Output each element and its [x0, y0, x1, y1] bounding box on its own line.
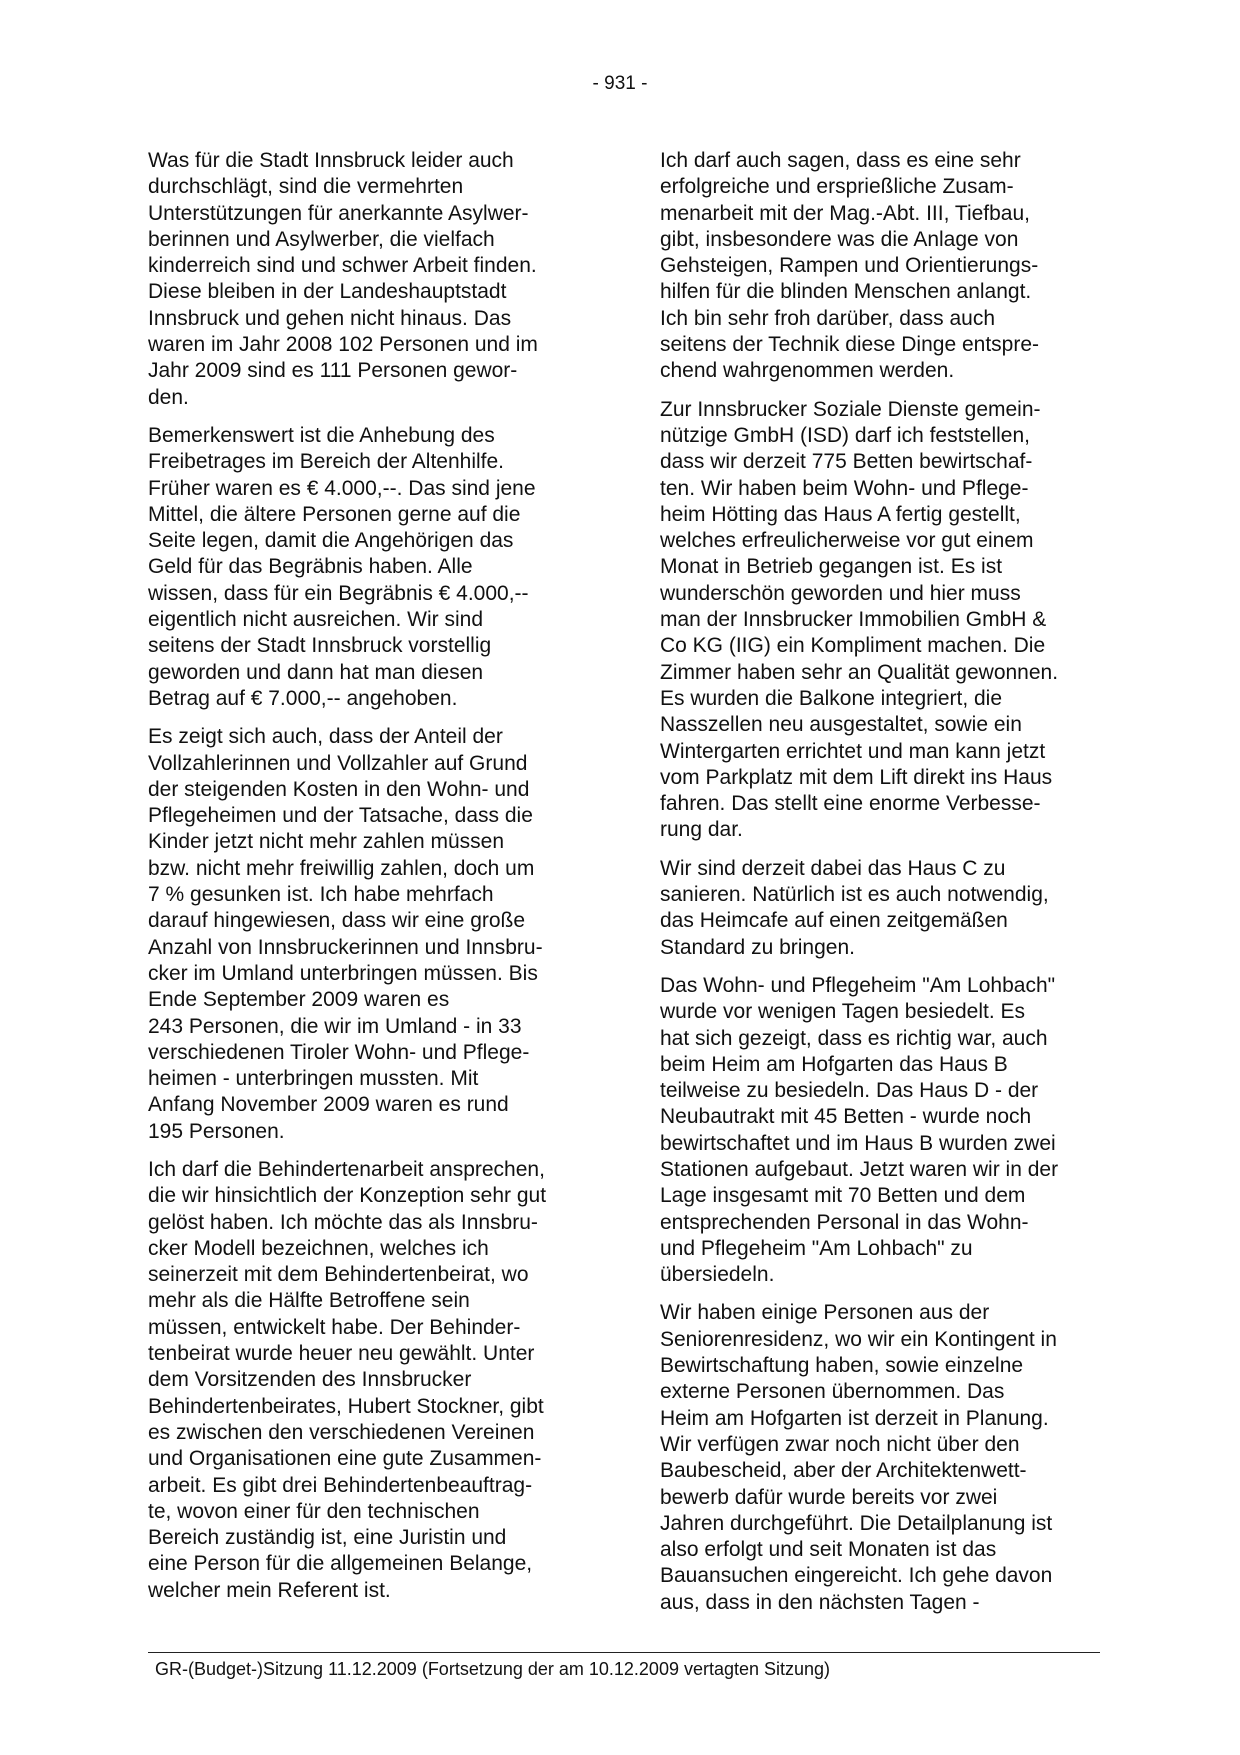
text-line: seitens der Technik diese Dinge entspre- — [660, 333, 1039, 357]
paragraph — [660, 1300, 1105, 1616]
text-line: Ich darf auch sagen, dass es eine sehr — [660, 149, 1021, 172]
footer-session-info: GR-(Budget-)Sitzung 11.12.2009 (Fortsetzung der am 10.12.2009 vertagten Sitzung) — [155, 1659, 831, 1679]
text-line: man der Innsbrucker Immobilien GmbH & — [660, 608, 1047, 632]
text-line: Heim am Hofgarten ist derzeit in Planung. — [660, 1406, 1049, 1430]
text-line: mehr als die Hälfte Betroffene sein — [148, 1289, 470, 1313]
right-column — [660, 148, 1105, 1628]
text-line: Seniorenresidenz, wo wir ein Kontingent in — [660, 1327, 1057, 1351]
text-line: Jahren durchgeführt. Die Detailplanung ist — [660, 1511, 1053, 1535]
text-line: Zimmer haben sehr an Qualität gewonnen. — [660, 660, 1059, 684]
text-line: wurde vor wenigen Tagen besiedelt. Es — [660, 1000, 1026, 1024]
text-line: Lage insgesamt mit 70 Betten und dem — [660, 1184, 1026, 1208]
text-line: tenbeirat wurde heuer neu gewählt. Unter — [148, 1342, 535, 1366]
paragraph — [148, 724, 593, 1145]
text-line: fahren. Das stellt eine enorme Verbesse- — [660, 792, 1041, 816]
text-line: Neubautrakt mit 45 Betten - wurde noch — [660, 1105, 1032, 1129]
text-line: Diese bleiben in der Landeshauptstadt — [148, 280, 507, 304]
text-line: rung dar. — [660, 818, 743, 842]
text-line: Geld für das Begräbnis haben. Alle — [148, 555, 473, 579]
text-line: kinderreich sind und schwer Arbeit finden. — [148, 254, 537, 278]
text-line: die wir hinsichtlich der Konzeption sehr gut — [148, 1184, 547, 1208]
text-line: Kinder jetzt nicht mehr zahlen müssen — [148, 830, 505, 854]
text-line: Standard zu bringen. — [660, 935, 855, 959]
text-line: hat sich gezeigt, dass es richtig war, auch — [660, 1026, 1048, 1050]
text-line: Bewirtschaftung haben, sowie einzelne — [660, 1354, 1024, 1378]
paragraph — [148, 423, 593, 712]
paragraph — [660, 856, 1105, 961]
text-line: Baubescheid, aber der Architektenwett- — [660, 1459, 1027, 1483]
text-line: nützige GmbH (ISD) darf ich feststellen, — [660, 423, 1030, 447]
text-line: waren im Jahr 2008 102 Personen und im — [148, 333, 538, 357]
text-line: es zwischen den verschiedenen Vereinen — [148, 1420, 535, 1444]
text-line: bewirtschaftet und im Haus B wurden zwei — [660, 1131, 1056, 1155]
text-line: 243 Personen, die wir im Umland - in 33 — [148, 1014, 522, 1038]
text-line: Bauansuchen eingereicht. Ich gehe davon — [660, 1564, 1053, 1588]
text-line: cker im Umland unterbringen müssen. Bis — [148, 961, 538, 985]
text-line: Zur Innsbrucker Soziale Dienste gemein- — [660, 397, 1041, 421]
paragraph — [148, 148, 593, 411]
text-line: Anfang November 2009 waren es rund — [148, 1093, 509, 1117]
left-column — [148, 148, 593, 1616]
text-line: te, wovon einer für den technischen — [148, 1499, 480, 1523]
text-line: Ende September 2009 waren es — [148, 988, 450, 1012]
text-line: seinerzeit mit dem Behindertenbeirat, wo — [148, 1263, 529, 1287]
text-line: Gehsteigen, Rampen und Orientierungs- — [660, 254, 1039, 278]
text-line: und Pflegeheim "Am Lohbach" zu — [660, 1236, 973, 1260]
text-line: Wintergarten errichtet und man kann jetzt — [660, 739, 1046, 763]
text-line: ten. Wir haben beim Wohn- und Pflege- — [660, 476, 1029, 500]
text-line: das Heimcafe auf einen zeitgemäßen — [660, 909, 1008, 933]
text-line: Betrag auf € 7.000,-- angehoben. — [148, 686, 458, 710]
text-line: externe Personen übernommen. Das — [660, 1380, 1005, 1404]
text-line: durchschlägt, sind die vermehrten — [148, 175, 464, 199]
paragraph — [660, 973, 1105, 1289]
text-line: Es zeigt sich auch, dass der Anteil der — [148, 725, 503, 749]
text-line: berinnen und Asylwerber, die vielfach — [148, 227, 495, 251]
text-line: bewerb dafür wurde bereits vor zwei — [660, 1485, 998, 1509]
text-line: Nasszellen neu ausgestaltet, sowie ein — [660, 713, 1022, 737]
text-line: darauf hingewiesen, dass wir eine große — [148, 909, 526, 933]
text-line: Früher waren es € 4.000,--. Das sind jene — [148, 476, 536, 500]
text-line: eine Person für die allgemeinen Belange, — [148, 1552, 533, 1576]
text-line: vom Parkplatz mit dem Lift direkt ins Haus — [660, 765, 1053, 789]
text-line: müssen, entwickelt habe. Der Behinder- — [148, 1315, 521, 1339]
text-line: gelöst haben. Ich möchte das als Innsbru- — [148, 1210, 538, 1234]
text-line: welches erfreulicherweise vor gut einem — [660, 529, 1034, 553]
text-line: seitens der Stadt Innsbruck vorstellig — [148, 634, 492, 658]
text-line: 7 % gesunken ist. Ich habe mehrfach — [148, 883, 494, 907]
text-line: entsprechenden Personal in das Wohn- — [660, 1210, 1029, 1234]
text-line: Innsbruck und gehen nicht hinaus. Das — [148, 306, 512, 330]
text-line: Behindertenbeirates, Hubert Stockner, gibt — [148, 1394, 544, 1418]
text-line: Wir verfügen zwar noch nicht über den — [660, 1432, 1020, 1456]
text-line: also erfolgt und seit Monaten ist das — [660, 1538, 997, 1562]
text-line: hilfen für die blinden Menschen anlangt. — [660, 280, 1032, 304]
paragraph — [660, 148, 1105, 385]
text-line: Bereich zuständig ist, eine Juristin und — [148, 1526, 507, 1550]
text-line: gibt, insbesondere was die Anlage von — [660, 227, 1019, 251]
text-line: erfolgreiche und ersprießliche Zusam- — [660, 175, 1014, 199]
text-line: Stationen aufgebaut. Jetzt waren wir in der — [660, 1157, 1059, 1181]
text-line: Freibetrages im Bereich der Altenhilfe. — [148, 450, 505, 474]
text-line: bzw. nicht mehr freiwillig zahlen, doch um — [148, 856, 535, 880]
text-line: der steigenden Kosten in den Wohn- und — [148, 777, 530, 801]
text-line: Wir haben einige Personen aus der — [660, 1301, 990, 1325]
text-line: Ich darf die Behindertenarbeit ansprechen, — [148, 1157, 545, 1181]
text-line: beim Heim am Hofgarten das Haus B — [660, 1052, 1008, 1076]
text-line: Vollzahlerinnen und Vollzahler auf Grund — [148, 751, 528, 775]
text-line: Pflegeheimen und der Tatsache, dass die — [148, 804, 533, 828]
text-line: den. — [148, 385, 189, 409]
text-line: heim Hötting das Haus A fertig gestellt, — [660, 502, 1021, 526]
text-line: 195 Personen. — [148, 1119, 285, 1143]
text-line: Mittel, die ältere Personen gerne auf die — [148, 502, 521, 526]
text-line: teilweise zu besiedeln. Das Haus D - der — [660, 1079, 1039, 1103]
text-line: Was für die Stadt Innsbruck leider auch — [148, 149, 514, 172]
paragraph — [660, 397, 1105, 844]
text-line: übersiedeln. — [660, 1263, 775, 1287]
text-line: arbeit. Es gibt drei Behindertenbeauftrag- — [148, 1473, 533, 1497]
text-line: Jahr 2009 sind es 111 Personen gewor- — [148, 359, 518, 383]
text-line: aus, dass in den nächsten Tagen - — [660, 1590, 980, 1614]
paragraph — [148, 1157, 593, 1604]
text-line: Ich bin sehr froh darüber, dass auch — [660, 306, 996, 330]
text-line: chend wahrgenommen werden. — [660, 359, 955, 383]
footer-divider — [148, 1652, 1100, 1653]
text-line: Wir sind derzeit dabei das Haus C zu — [660, 856, 1006, 880]
text-line: cker Modell bezeichnen, welches ich — [148, 1236, 489, 1260]
text-line: welcher mein Referent ist. — [148, 1578, 391, 1602]
text-line: Monat in Betrieb gegangen ist. Es ist — [660, 555, 1003, 579]
text-line: Es wurden die Balkone integriert, die — [660, 686, 1003, 710]
text-line: eigentlich nicht ausreichen. Wir sind — [148, 608, 483, 632]
text-line: menarbeit mit der Mag.-Abt. III, Tiefbau, — [660, 201, 1030, 225]
text-line: dass wir derzeit 775 Betten bewirtschaf- — [660, 450, 1033, 474]
text-line: und Organisationen eine gute Zusammen- — [148, 1447, 542, 1471]
text-line: wunderschön geworden und hier muss — [660, 581, 1021, 605]
text-line: verschiedenen Tiroler Wohn- und Pflege- — [148, 1040, 530, 1064]
text-line: dem Vorsitzenden des Innsbrucker — [148, 1368, 472, 1392]
text-line: wissen, dass für ein Begräbnis € 4.000,-- — [148, 581, 529, 605]
page-number: - 931 - — [592, 73, 648, 94]
text-line: Seite legen, damit die Angehörigen das — [148, 529, 514, 553]
text-line: Das Wohn- und Pflegeheim "Am Lohbach" — [660, 973, 1056, 997]
text-line: sanieren. Natürlich ist es auch notwendig, — [660, 883, 1049, 907]
text-line: Unterstützungen für anerkannte Asylwer- — [148, 201, 529, 225]
text-line: Anzahl von Innsbruckerinnen und Innsbru- — [148, 935, 543, 959]
text-line: heimen - unterbringen mussten. Mit — [148, 1067, 479, 1091]
text-line: geworden und dann hat man diesen — [148, 660, 484, 684]
text-line: Bemerkenswert ist die Anhebung des — [148, 423, 495, 447]
text-line: Co KG (IIG) ein Kompliment machen. Die — [660, 634, 1046, 658]
